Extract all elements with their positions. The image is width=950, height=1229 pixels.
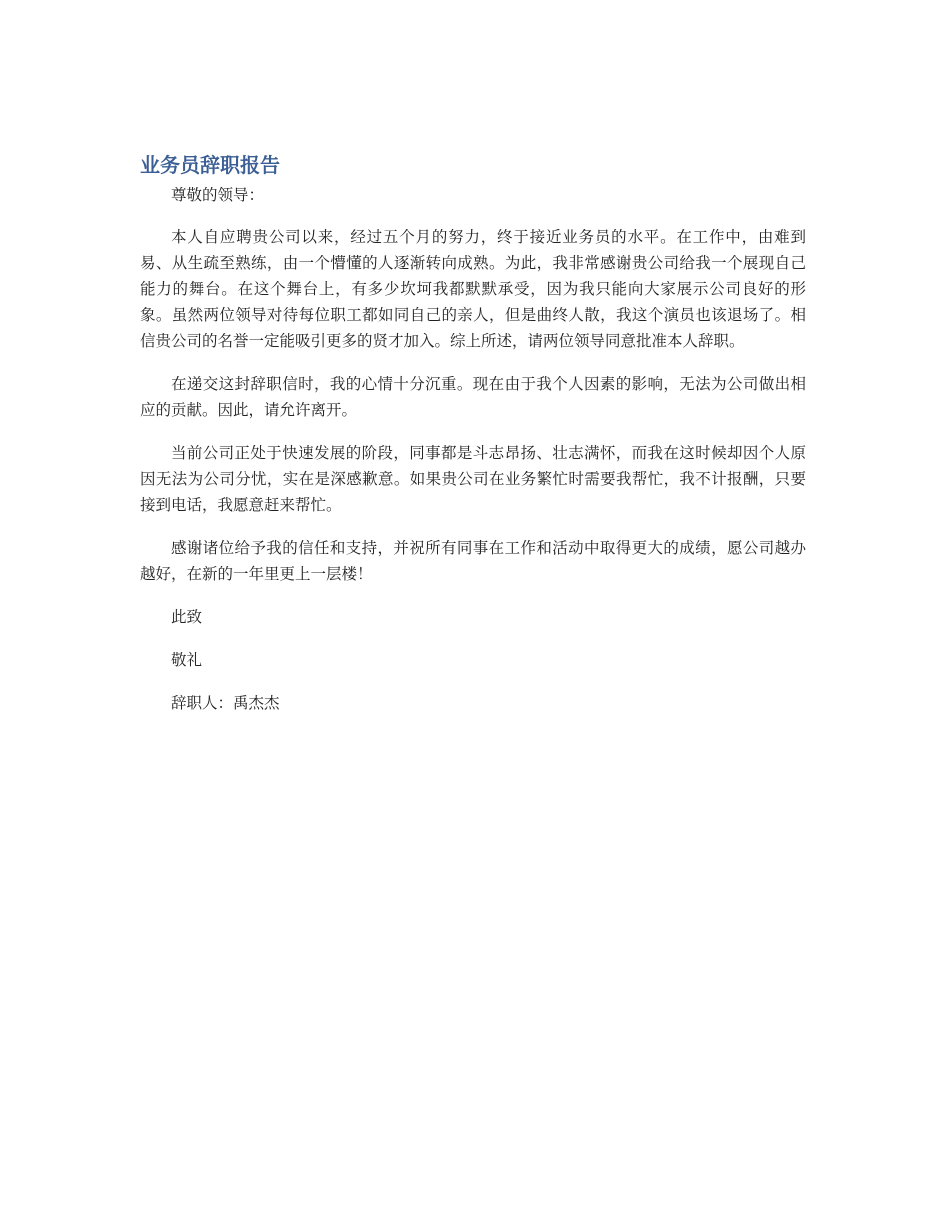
- signature: 辞职人：禹杰杰: [171, 694, 280, 712]
- paragraph-3: 当前公司正处于快速发展的阶段，同事都是斗志昂扬、壮志满怀，而我在这时候却因个人原因无法为公司分忧，实在是深感歉意。如果贵公司在业务繁忙时需要我帮忙，我不计报酬，只要接到电话，我愿意赶来帮忙。: [140, 444, 806, 514]
- greeting: 尊敬的领导：: [171, 186, 265, 204]
- document-title: 业务员辞职报告: [140, 153, 280, 177]
- document-body: [140, 182, 806, 733]
- paragraph-1: 本人自应聘贵公司以来，经过五个月的努力，终于接近业务员的水平。在工作中，由难到易、从生疏至熟练，由一个懵懂的人逐渐转向成熟。为此，我非常感谢贵公司给我一个展现自己能力的舞台。在这个舞台上，有多少坎坷我都默默承受，因为我只能向大家展示公司良好的形象。虽然两位领导对待每位职工都如同自己的亲人，但是曲终人散，我这个演员也该退场了。相信贵公司的名誉一定能吸引更多的贤才加入。综上所述，请两位领导同意批准本人辞职。: [140, 228, 806, 350]
- closing-regards: 敬礼: [171, 651, 203, 669]
- paragraph-4: 感谢诸位给予我的信任和支持，并祝所有同事在工作和活动中取得更大的成绩，愿公司越办越好，在新的一年里更上一层楼！: [140, 539, 806, 583]
- paragraph-2: 在递交这封辞职信时，我的心情十分沉重。现在由于我个人因素的影响，无法为公司做出相应的贡献。因此，请允许离开。: [140, 375, 806, 419]
- closing-salutation: 此致: [171, 608, 203, 626]
